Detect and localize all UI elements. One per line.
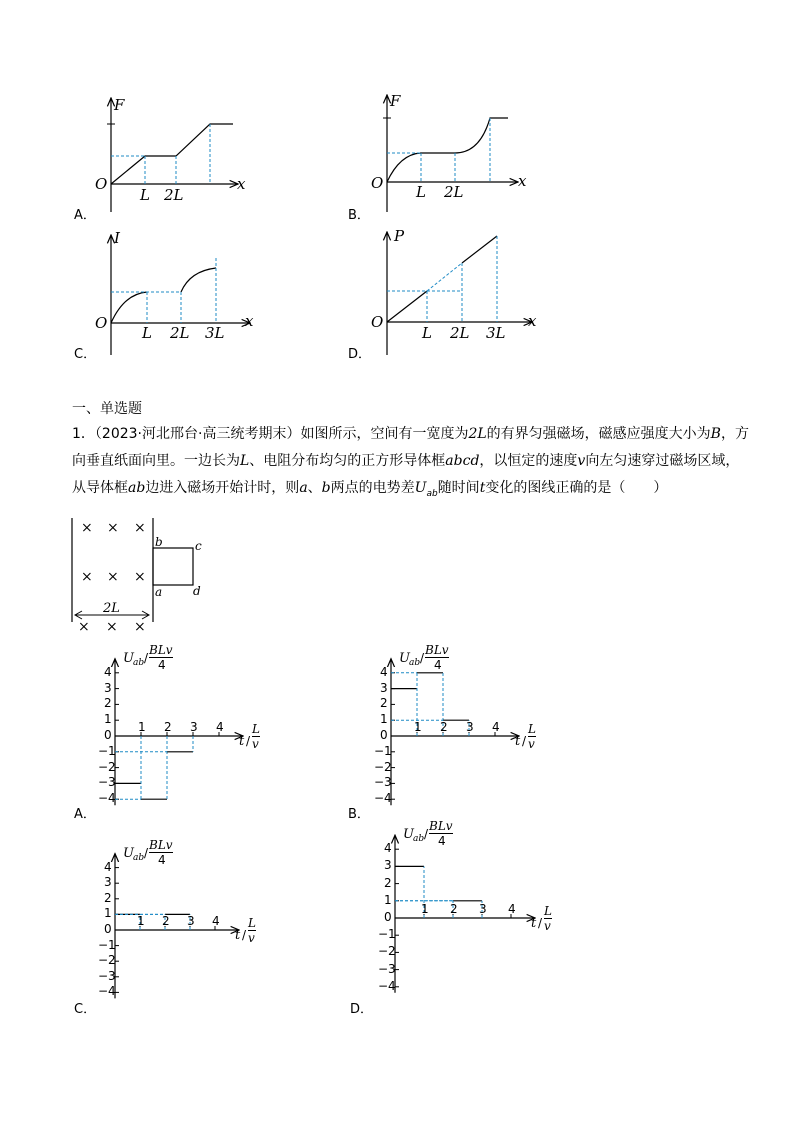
chart-b-y-tick-label: 0 — [380, 728, 388, 742]
graph-a-tick-l: L — [140, 186, 150, 204]
chart-b-y-tick-label: −2 — [374, 759, 392, 774]
graph-d-x-label: x — [528, 312, 537, 330]
chart-a-x-tick-label: 3 — [190, 720, 198, 734]
graph-a-y-label: F — [114, 96, 125, 114]
chart-a-y-slash: / — [144, 650, 149, 665]
question-text-part: 随时间 — [437, 480, 480, 496]
chart-a-x-slash: / — [246, 734, 251, 748]
chart-d-y-label: U — [403, 827, 414, 843]
graph-b-tick-2l: 2L — [444, 183, 464, 201]
chart-c-x-label: t — [235, 928, 241, 943]
graph-c-tick-3l: 3L — [205, 324, 225, 342]
chart-c-y-label-sub: ab — [133, 852, 145, 863]
chart-d-y-tick-label: −1 — [378, 927, 396, 942]
question-text-part: 变化的图线正确的是（ ） — [485, 480, 668, 496]
chart-b-y-tick-label: −1 — [374, 743, 392, 758]
graph-c-origin: O — [95, 314, 108, 332]
chart-a-x-tick-label: 1 — [138, 720, 146, 734]
voltage-subscript: ab — [426, 488, 438, 499]
chart-d-y-tick-label: −3 — [378, 961, 396, 976]
corner-a-label: a — [155, 585, 163, 599]
chart-a-y-tick-label: −4 — [98, 791, 116, 806]
chart-b-y-tick-label: −4 — [374, 791, 392, 806]
chart-c-y-tick-label: −2 — [98, 953, 116, 968]
chart-a-x-unit-num: L — [252, 722, 260, 736]
chart-b-y-label-sub: ab — [409, 657, 421, 668]
chart-a-x-label: t — [239, 734, 245, 749]
question-text-part: 的有界匀强磁场，磁感应强度大小为 — [486, 426, 711, 442]
chart-b-y-slash: / — [420, 650, 425, 665]
chart-c-y-label: U — [123, 845, 134, 861]
chart-c-x-unit-num: L — [248, 916, 256, 930]
question-text-part: 如图所示，空间有一宽度为 — [300, 426, 469, 442]
edge-ab-symbol: ab — [128, 480, 146, 496]
question-text-part: 边进入磁场开始计时，则 — [145, 480, 300, 496]
chart-d-y-unit-den: 4 — [438, 834, 446, 849]
graph-d-origin: O — [371, 313, 384, 331]
chart-c-y-unit-num: BLv — [149, 837, 173, 852]
graph-a-tick-2l: 2L — [164, 186, 184, 204]
chart-d-x-tick-label: 1 — [421, 902, 429, 916]
chart-c-x-tick-label: 2 — [162, 914, 170, 928]
frame-symbol: abcd — [445, 453, 480, 469]
chart-b-x-slash: / — [522, 734, 527, 748]
top-option-b-label: B． — [348, 208, 370, 223]
section-title: 一、单选题 — [72, 401, 142, 417]
field-width-label: 2L — [103, 601, 120, 616]
voltage-symbol: U — [414, 480, 427, 496]
chart-d-y-tick-label: 1 — [384, 892, 392, 907]
field-cross-r3c2: × — [106, 619, 118, 635]
chart-d-y-tick-label: −4 — [378, 978, 396, 993]
graph-c-x-label: x — [245, 312, 254, 330]
chart-a-x-tick-label: 4 — [216, 720, 224, 734]
field-cross-r1c2: × — [107, 520, 119, 536]
chart-d-x-unit-num: L — [544, 904, 552, 918]
chart-a-y-tick-label: 2 — [104, 696, 112, 711]
chart-c-y-tick-label: −4 — [98, 984, 116, 999]
graph-c-y-label: I — [114, 229, 120, 247]
chart-d-x-label: t — [531, 916, 537, 931]
chart-a-y-label: U — [123, 650, 134, 666]
corner-c-label: c — [195, 539, 202, 553]
chart-b-x-unit-den: v — [528, 737, 535, 751]
point-b-symbol: b — [321, 480, 331, 496]
chart-d-y-unit-num: BLv — [429, 819, 453, 834]
chart-d-y-tick-label: 2 — [384, 875, 392, 890]
chart-d-y-slash: / — [424, 827, 429, 842]
question-text-part: 、 — [307, 480, 322, 496]
time-symbol: t — [479, 480, 486, 496]
graph-d-tick-3l: 3L — [486, 324, 506, 342]
graph-a-origin: O — [95, 175, 108, 193]
question-text-part: ，方向垂直纸面向里。一边长为 — [72, 426, 749, 469]
field-cross-r3c1: × — [78, 619, 90, 635]
chart-d-y-tick-label: 0 — [384, 910, 392, 924]
chart-d-x-slash: / — [538, 916, 543, 930]
chart-b-y-tick-label: 1 — [380, 712, 388, 727]
chart-b-x-tick-label: 4 — [492, 720, 500, 734]
point-a-symbol: a — [299, 480, 308, 496]
field-cross-r2c2: × — [107, 569, 119, 585]
chart-a-y-unit-num: BLv — [149, 642, 173, 657]
chart-b-option-label: B． — [348, 807, 370, 822]
chart-c-y-tick-label: 1 — [104, 906, 112, 921]
chart-c-y-tick-label: 3 — [104, 875, 112, 890]
chart-a-y-tick-label: −2 — [98, 759, 116, 774]
chart-b-x-tick-label: 1 — [414, 720, 422, 734]
chart-b-x-unit-num: L — [528, 722, 536, 736]
chart-a-y-tick-label: 0 — [104, 728, 112, 742]
chart-d-y-label-sub: ab — [413, 834, 425, 845]
chart-c-x-unit-den: v — [248, 931, 255, 945]
field-strength-symbol: B — [710, 426, 721, 442]
chart-c-x-tick-label: 4 — [212, 914, 220, 928]
question-source: （2023·河北邢台·高三统考期末） — [94, 426, 301, 442]
chart-d-x-tick-label: 2 — [450, 902, 458, 916]
chart-a-y-tick-label: −3 — [98, 775, 116, 790]
chart-b-x-tick-label: 3 — [466, 720, 474, 734]
chart-c-option-label: C． — [74, 1002, 97, 1017]
chart-b-y-tick-label: −3 — [374, 775, 392, 790]
question-text-part: 向左匀速穿过磁场区域，从导体框 — [72, 453, 740, 496]
chart-d-y-tick-label: 3 — [384, 858, 392, 873]
chart-a-y-tick-label: 3 — [104, 680, 112, 695]
top-option-c-label: C． — [74, 347, 97, 362]
chart-b-y-unit-den: 4 — [434, 657, 442, 672]
graph-a-x-label: x — [237, 175, 246, 193]
chart-b-x-tick-label: 2 — [440, 720, 448, 734]
question-text-part: 两点的电势差 — [330, 480, 415, 496]
graph-d-tick-2l: 2L — [450, 324, 470, 342]
question-text-part: 、电阻分布均匀的正方形导体框 — [249, 453, 446, 469]
chart-a-option-label: A． — [74, 807, 96, 822]
chart-d-y-tick-label: −2 — [378, 944, 396, 959]
field-cross-r3c3: × — [134, 619, 146, 635]
chart-d-y-tick-label: 4 — [384, 841, 392, 856]
top-option-d-label: D． — [348, 347, 372, 362]
chart-c-x-tick-label: 1 — [137, 914, 145, 928]
chart-b-y-tick-label: 3 — [380, 680, 388, 695]
graph-b-y-label: F — [390, 92, 401, 110]
chart-b-y-label: U — [399, 650, 410, 666]
chart-a-y-tick-label: −1 — [98, 743, 116, 758]
chart-b-y-tick-label: 2 — [380, 696, 388, 711]
chart-d-x-tick-label: 4 — [508, 902, 516, 916]
graph-d-y-label: P — [394, 227, 405, 245]
chart-a-x-unit-den: v — [252, 737, 259, 751]
chart-a-y-label-sub: ab — [133, 657, 145, 668]
chart-b-x-label: t — [515, 734, 521, 749]
field-cross-r2c3: × — [134, 569, 146, 585]
chart-c-y-tick-label: 2 — [104, 890, 112, 905]
field-width-symbol: 2L — [468, 426, 487, 442]
chart-c-x-tick-label: 3 — [187, 914, 195, 928]
question-number: 1． — [72, 426, 95, 442]
chart-c-y-slash: / — [144, 845, 149, 860]
chart-a-y-tick-label: 1 — [104, 712, 112, 727]
graph-b-origin: O — [371, 174, 384, 192]
chart-d-option-label: D． — [350, 1002, 374, 1017]
field-cross-r1c3: × — [134, 520, 146, 536]
velocity-symbol: v — [577, 453, 586, 469]
graph-c-tick-l: L — [142, 324, 152, 342]
side-length-symbol: L — [240, 453, 250, 469]
chart-c-y-tick-label: 0 — [104, 922, 112, 936]
chart-b-y-unit-num: BLv — [425, 642, 449, 657]
chart-a-x-tick-label: 2 — [164, 720, 172, 734]
field-cross-r1c1: × — [81, 520, 93, 536]
chart-b-y-tick-label: 4 — [380, 664, 388, 679]
chart-a-y-unit-den: 4 — [158, 657, 166, 672]
chart-c-y-tick-label: −3 — [98, 968, 116, 983]
chart-c-y-tick-label: −1 — [98, 937, 116, 952]
graph-c-tick-2l: 2L — [170, 324, 190, 342]
chart-d-x-unit-den: v — [544, 919, 551, 933]
chart-c-y-unit-den: 4 — [158, 852, 166, 867]
top-option-a-label: A． — [74, 208, 96, 223]
graph-b-x-label: x — [518, 172, 527, 190]
corner-d-label: d — [193, 584, 201, 598]
chart-a-y-tick-label: 4 — [104, 664, 112, 679]
graph-d-tick-l: L — [422, 324, 432, 342]
chart-c-x-slash: / — [242, 928, 247, 942]
field-cross-r2c1: × — [81, 569, 93, 585]
chart-c-y-tick-label: 4 — [104, 859, 112, 874]
chart-d-x-tick-label: 3 — [479, 902, 487, 916]
question-text-part: ，以恒定的速度 — [479, 453, 578, 469]
graph-b-tick-l: L — [416, 183, 426, 201]
corner-b-label: b — [155, 535, 163, 549]
